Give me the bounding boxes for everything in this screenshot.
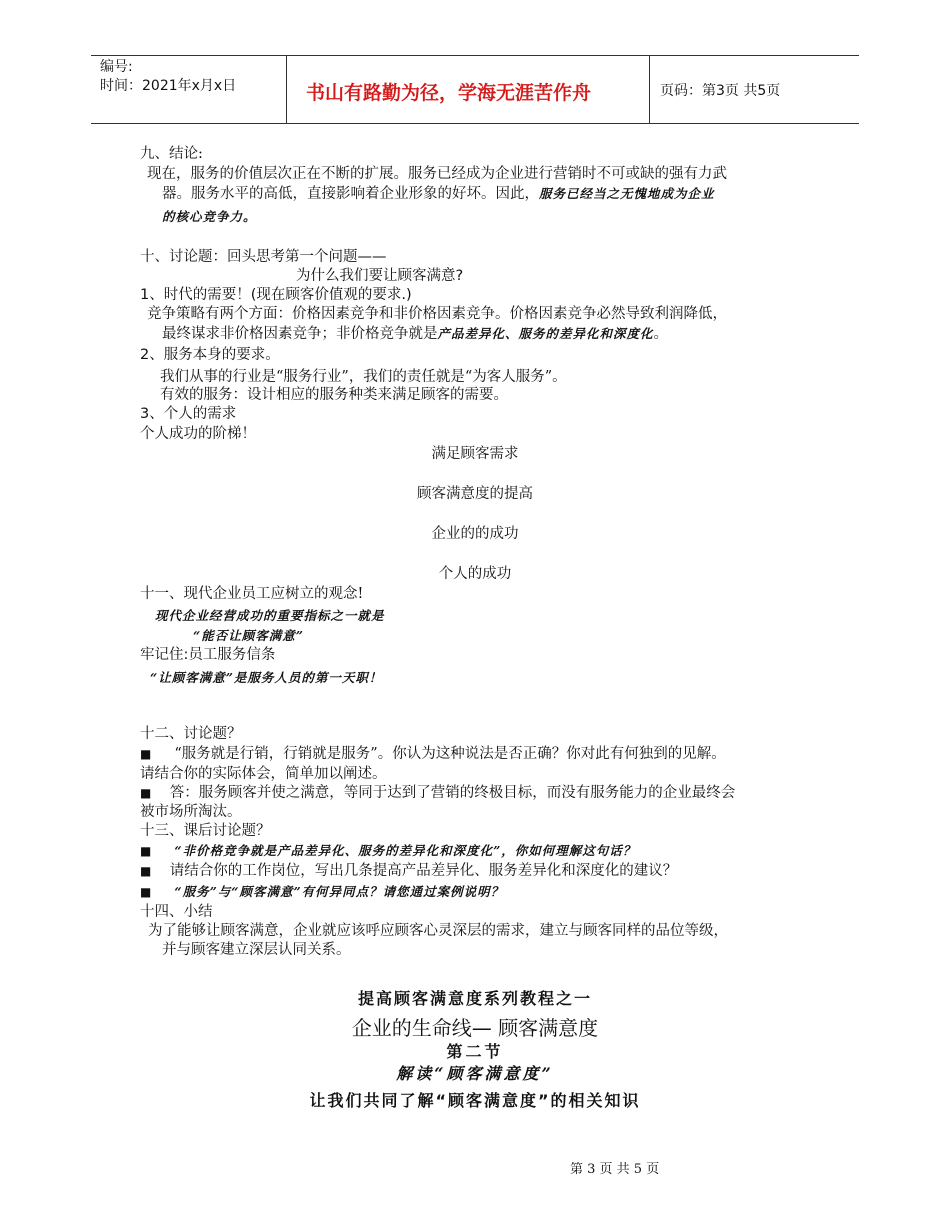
header-page-label: 页码：第3页 共5页 [660,83,781,99]
ladder-step-2: 顾客满意度的提高 [417,486,533,502]
point-1-line2: 最终谋求非价格因素竞争；非价格竞争就是产品差异化、服务的差异化和深度化。 [162,326,669,342]
section-9-line3: 的核心竞争力。 [162,209,257,224]
section-12-question-line2: 请结合你的实际体会，简单加以阐述。 [140,766,387,782]
section-10-title: 十、讨论题：回头思考第一个问题—— [140,249,387,265]
section-13-title: 十三、课后讨论题？ [140,823,271,839]
section-11-emphasis-1: 现代企业经营成功的重要指标之一就是 [155,608,385,623]
section-13-question-3: ■ “服务”与“顾客满意”有何异同点？请您通过案例说明？ [140,884,505,899]
header-motto: 书山有路勤为径，学海无涯苦作舟 [306,82,592,104]
section-12-title: 十二、讨论题？ [140,726,242,742]
point-2-line1: 我们从事的行业是“服务行业”，我们的责任就是“为客人服务”。 [160,369,567,385]
section-14-line2: 并与顾客建立深层认同关系。 [162,942,351,958]
section-14-title: 十四、小结 [140,904,213,920]
ladder-step-3: 企业的的成功 [431,526,519,542]
series-title: 提高顾客满意度系列教程之一 [357,989,592,1008]
point-2-line2: 有效的服务：设计相应的服务种类来满足顾客的需要。 [160,387,508,403]
point-1-title: 1、时代的需要！(现在顾客价值观的要求.) [140,287,412,303]
section-number: 第二节 [446,1042,504,1061]
emphasis-text: 服务已经当之无愧地成为企业 [539,186,715,201]
section-11-remember: 牢记住:员工服务信条 [140,647,276,663]
bullet-square-icon: ■ [140,885,152,899]
section-13-question-2: ■ 请结合你的工作岗位，写出几条提高产品差异化、服务差异化和深度化的建议？ [140,863,678,879]
header-divider-right [649,56,650,123]
section-11-title: 十一、现代企业员工应树立的观念! [140,586,364,602]
main-title: 企业的生命线— 顾客满意度 [351,1016,599,1040]
section-12-question-line1: ■ “服务就是行销，行销就是服务”。你认为这种说法是否正确？你对此有何独到的见解。 [140,746,726,762]
ladder-title: 个人成功的阶梯！ [140,426,256,442]
section-12-answer-line1: ■ 答：服务顾客并使之满意，等同于达到了营销的终极目标，而没有服务能力的企业最终会 [140,785,736,801]
section-10-question: 为什么我们要让顾客满意? [296,268,464,284]
section-9-line1: 现在，服务的价值层次正在不断的扩展。服务已经成为企业进行营销时不可或缺的强有力武 [147,166,727,182]
bullet-square-icon: ■ [140,786,152,800]
tagline: 让我们共同了解“顾客满意度”的相关知识 [309,1091,641,1110]
point-1-line1: 竞争策略有两个方面：价格因素竞争和非价格因素竞争。价格因素竞争必然导致利润降低， [147,306,727,322]
section-11-emphasis-3: “让顾客满意”是服务人员的第一天职！ [150,670,383,685]
bullet-square-icon: ■ [140,864,152,878]
point-2-title: 2、服务本身的要求。 [140,347,280,363]
section-9-title: 九、结论: [140,146,203,162]
header-time-label: 时间：2021年x月x日 [100,78,237,94]
section-14-line1: 为了能够让顾客满意，企业就应该呼应顾客心灵深层的需求，建立与顾客同样的品位等级， [148,923,728,939]
point-3-title: 3、个人的需求 [140,406,237,422]
header-number-label: 编号: [100,59,133,75]
ladder-step-4: 个人的成功 [438,566,512,582]
section-9-line2: 器。服务水平的高低，直接影响着企业形象的好坏。因此，服务已经当之无愧地成为企业 [162,186,715,202]
bullet-square-icon: ■ [140,747,152,761]
section-13-question-1: ■ “非价格竞争就是产品差异化、服务的差异化和深度化”，你如何理解这句话？ [140,843,637,858]
section-subtitle: 解读“顾客满意度” [396,1064,554,1083]
section-11-emphasis-2: “能否让顾客满意” [193,628,304,643]
page-footer: 第 3 页 共 5 页 [570,1162,660,1177]
emphasis-text: 产品差异化、服务的差异化和深度化 [437,326,654,341]
ladder-step-1: 满足顾客需求 [431,446,519,462]
header-divider-left [286,56,287,123]
section-12-answer-line2: 被市场所淘汰。 [140,804,242,820]
bullet-square-icon: ■ [140,844,152,858]
